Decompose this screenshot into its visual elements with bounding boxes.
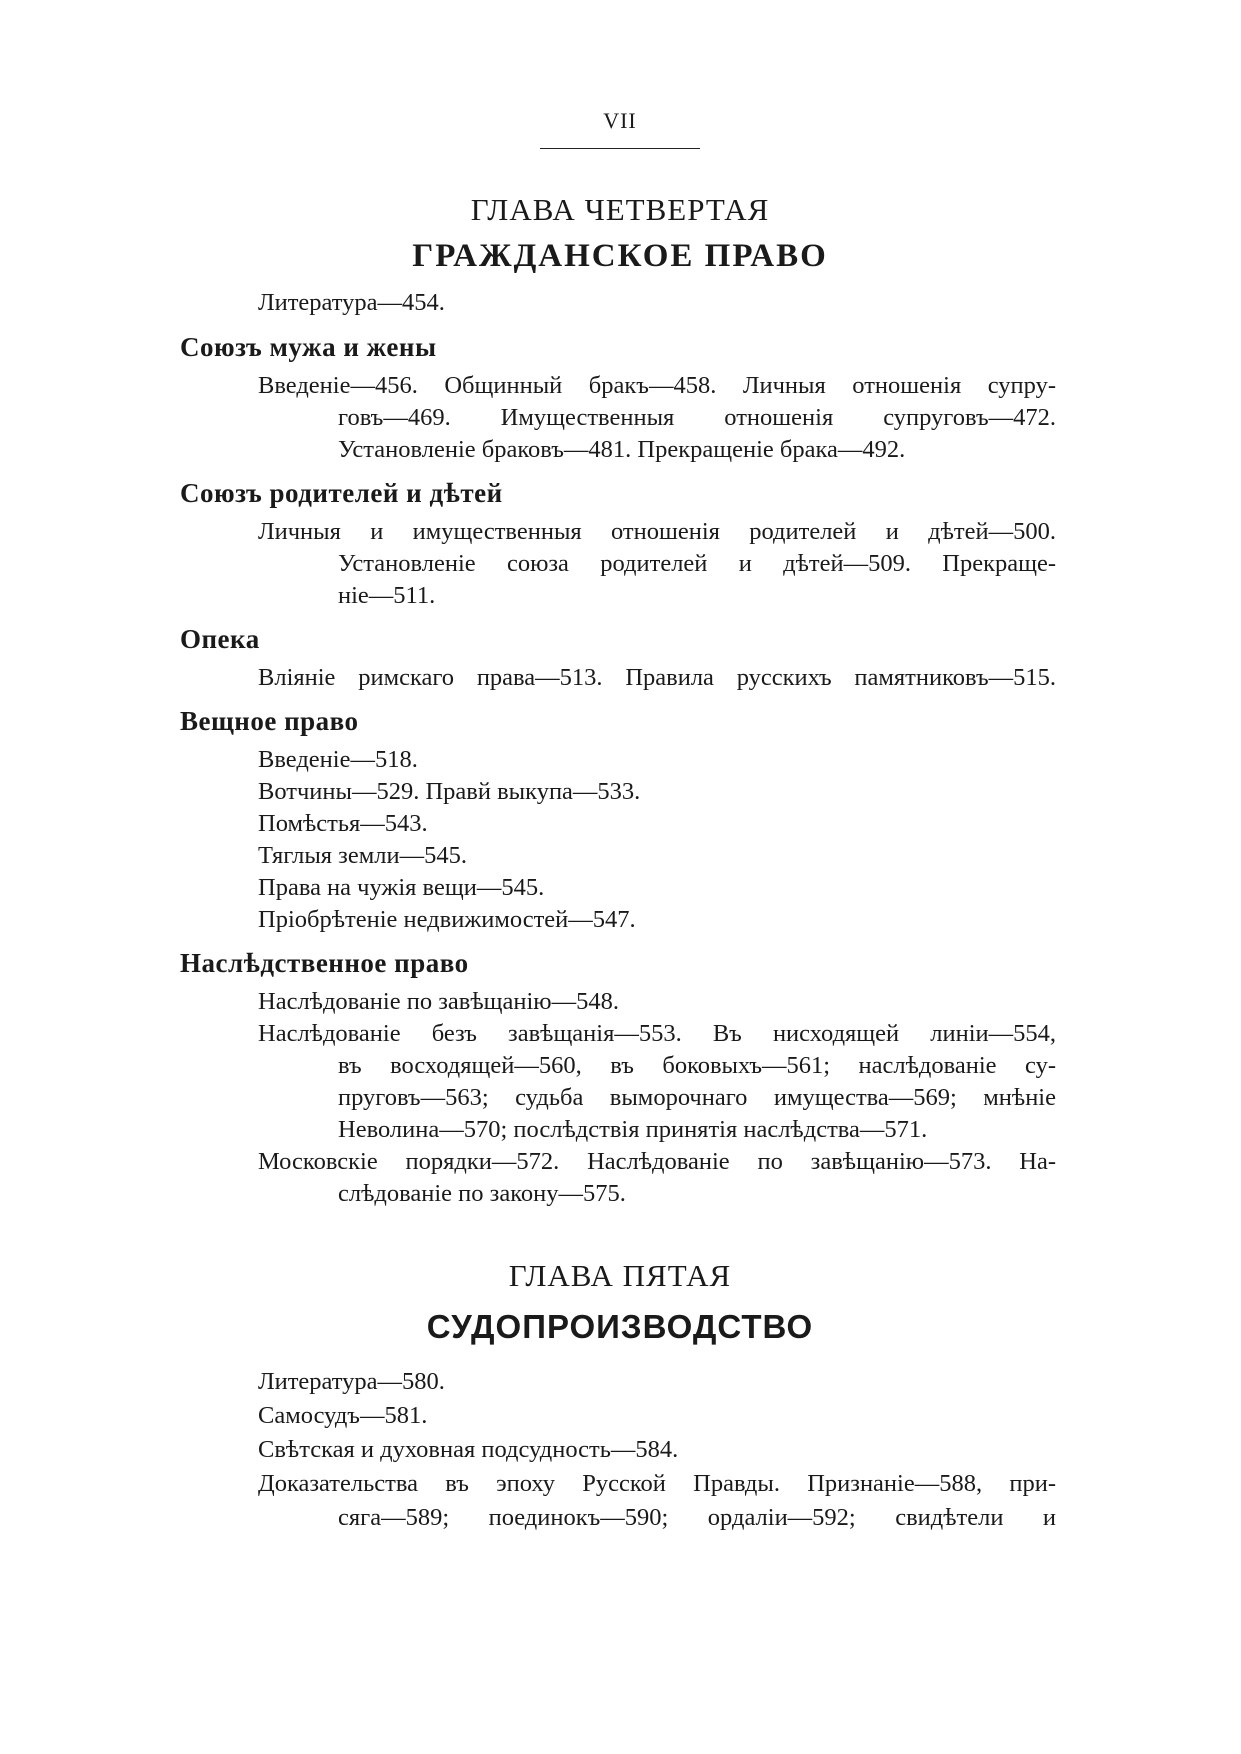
chapter4-literature: Литература—454. [258, 289, 445, 316]
chapter5-line: Свѣтская и духовная подсудность—584. [258, 1436, 679, 1463]
section-line: Наслѣдованіе по завѣщанію—548. [258, 988, 619, 1015]
section-heading: Опека [180, 624, 260, 654]
chapter4-title: ГРАЖДАНСКОЕ ПРАВО [412, 238, 828, 274]
section-line: Вотчины—529. Правй выкупа—533. [258, 778, 641, 805]
section-line: Введеніе—518. [258, 746, 418, 773]
section-line: въ восходящей—560, въ боковыхъ—561; наслѣдованіе су- [338, 1052, 1056, 1079]
section-line: Неволина—570; послѣдствія принятія наслѣдства—571. [338, 1116, 928, 1143]
section-line: Пріобрѣтеніе недвижимостей—547. [258, 906, 636, 933]
section-line: Вліяніе римскаго права—513. Правила русскихъ памятниковъ—515. [258, 664, 1056, 691]
section-line: говъ—469. Имущественныя отношенія супруговъ—472. [338, 404, 1056, 431]
section-heading: Наслѣдственное право [180, 948, 469, 978]
section-line: Московскіе порядки—572. Наслѣдованіе по завѣщанію—573. На- [258, 1148, 1056, 1175]
chapter4-label: ГЛАВА ЧЕТВЕРТАЯ [470, 192, 770, 227]
chapter5-line: сяга—589; поединокъ—590; ордаліи—592; свидѣтели и [338, 1504, 1056, 1531]
chapter5-line: Самосудъ—581. [258, 1402, 428, 1429]
section-line: Наслѣдованіе безъ завѣщанія—553. Въ нисходящей линіи—554, [258, 1020, 1056, 1047]
chapter5-line: Доказательства въ эпоху Русской Правды. Признаніе—588, при- [258, 1470, 1056, 1497]
section-line: Тяглыя земли—545. [258, 842, 467, 869]
section-line: Права на чужія вещи—545. [258, 874, 545, 901]
section-heading: Вещное право [180, 706, 359, 736]
page-number-rule [540, 148, 700, 149]
section-heading: Союзъ мужа и жены [180, 332, 437, 362]
section-line: Помѣстья—543. [258, 810, 428, 837]
page-number: VII [603, 108, 637, 133]
section-line: пруговъ—563; судьба выморочнаго имущества—569; мнѣніе [338, 1084, 1056, 1111]
chapter5-line: Литература—580. [258, 1368, 445, 1395]
section-line: ніе—511. [338, 582, 436, 609]
section-heading: Союзъ родителей и дѣтей [180, 478, 503, 508]
section-line: Установленіе браковъ—481. Прекращеніе брака—492. [338, 436, 906, 463]
section-line: Личныя и имущественныя отношенія родителей и дѣтей—500. [258, 518, 1056, 545]
chapter5-title: СУДОПРОИЗВОДСТВО [426, 1308, 814, 1345]
chapter5-label: ГЛАВА ПЯТАЯ [508, 1258, 732, 1293]
section-line: слѣдованіе по закону—575. [338, 1180, 626, 1207]
section-line: Установленіе союза родителей и дѣтей—509. Прекраще- [338, 550, 1056, 577]
section-line: Введеніе—456. Общинный бракъ—458. Личныя отношенія супру- [258, 372, 1056, 399]
